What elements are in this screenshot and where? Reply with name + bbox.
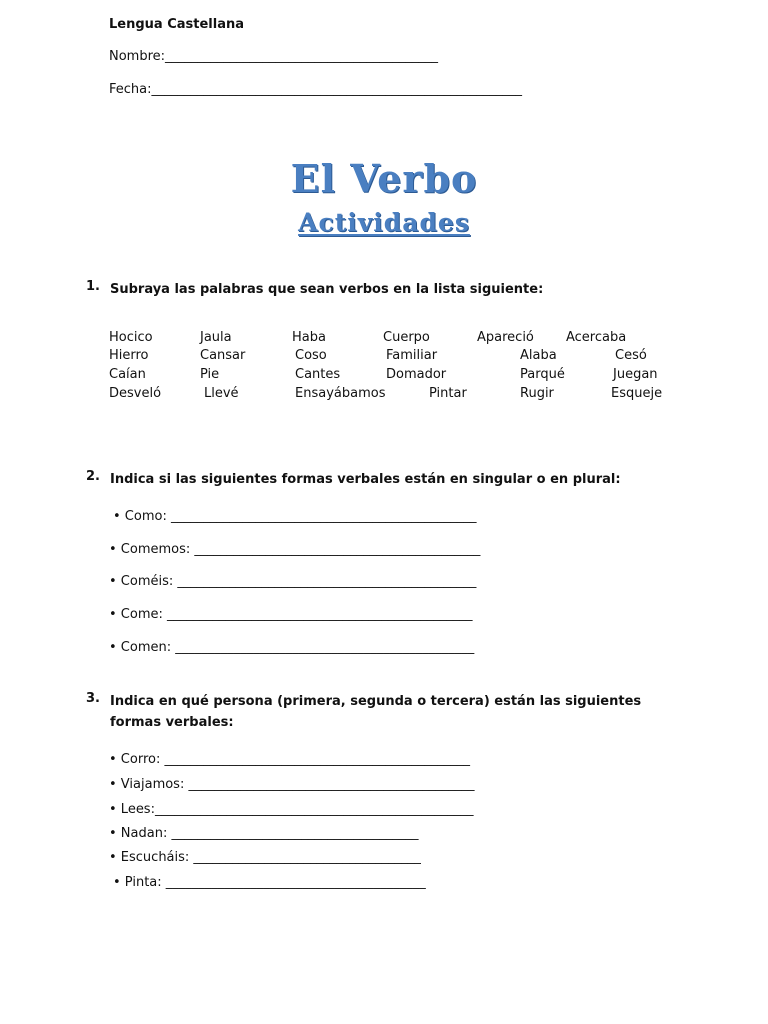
word-item[interactable]: Ensayábamos: [295, 386, 386, 401]
question-1-text: Subraya las palabras que sean verbos en la lista siguiente:: [110, 282, 544, 297]
q2-answer-line[interactable]: • Comemos: ____________________________________________: [109, 542, 481, 557]
q3-answer-line[interactable]: • Corro: _______________________________________________: [109, 752, 470, 767]
question-3-number: 3.: [86, 691, 100, 706]
word-item[interactable]: Familiar: [386, 348, 438, 363]
subject-label: Lengua Castellana: [109, 17, 245, 32]
question-2-text: Indica si las siguientes formas verbales están en singular o en plural:: [110, 472, 621, 487]
word-item[interactable]: Cansar: [200, 348, 246, 363]
word-item[interactable]: Hierro: [109, 348, 149, 363]
word-item[interactable]: Llevé: [204, 386, 239, 401]
word-item[interactable]: Pie: [200, 367, 220, 382]
word-item[interactable]: Desveló: [109, 386, 162, 401]
q3-answer-line[interactable]: • Lees:_________________________________________________: [109, 802, 474, 817]
question-2: [86, 469, 686, 493]
page-subtitle: Actividades: [298, 208, 470, 237]
name-field[interactable]: Nombre:__________________________________________: [109, 49, 439, 64]
question-1: [86, 279, 686, 303]
question-2-number: 2.: [86, 469, 100, 484]
word-item[interactable]: Parqué: [520, 367, 565, 382]
word-item[interactable]: Haba: [292, 330, 326, 345]
word-item[interactable]: Pintar: [429, 386, 467, 401]
word-item[interactable]: Esqueje: [611, 386, 663, 401]
word-item[interactable]: Caían: [109, 367, 146, 382]
question-3-text: Indica en qué persona (primera, segunda o tercera) están las siguientes formas verbales:: [110, 694, 642, 730]
q3-answer-line[interactable]: • Escucháis: ___________________________________: [109, 850, 421, 865]
question-1-number: 1.: [86, 279, 100, 294]
word-item[interactable]: Cuerpo: [383, 330, 430, 345]
date-field[interactable]: Fecha:_________________________________________________________: [109, 82, 522, 97]
word-item[interactable]: Apareció: [477, 330, 534, 345]
q3-answer-line[interactable]: • Pinta: ________________________________________: [113, 875, 426, 890]
word-item[interactable]: Coso: [295, 348, 327, 363]
word-item[interactable]: Juegan: [613, 367, 658, 382]
word-item[interactable]: Acercaba: [566, 330, 627, 345]
q2-answer-line[interactable]: • Comen: ______________________________________________: [109, 640, 475, 655]
word-item[interactable]: Rugir: [520, 386, 554, 401]
q2-answer-line[interactable]: • Como: _______________________________________________: [113, 509, 477, 524]
word-item[interactable]: Cesó: [615, 348, 647, 363]
word-item[interactable]: Jaula: [200, 330, 232, 345]
q3-answer-line[interactable]: • Nadan: ______________________________________: [109, 826, 419, 841]
page-title: El Verbo: [290, 156, 478, 201]
q2-answer-line[interactable]: • Coméis: ______________________________________________: [109, 574, 477, 589]
word-item[interactable]: Domador: [386, 367, 447, 382]
q3-answer-line[interactable]: • Viajamos: ____________________________________________: [109, 777, 475, 792]
word-item[interactable]: Cantes: [295, 367, 341, 382]
q2-answer-line[interactable]: • Come: _______________________________________________: [109, 607, 473, 622]
word-item[interactable]: Hocico: [109, 330, 153, 345]
word-item[interactable]: Alaba: [520, 348, 557, 363]
question-3: [86, 691, 686, 735]
